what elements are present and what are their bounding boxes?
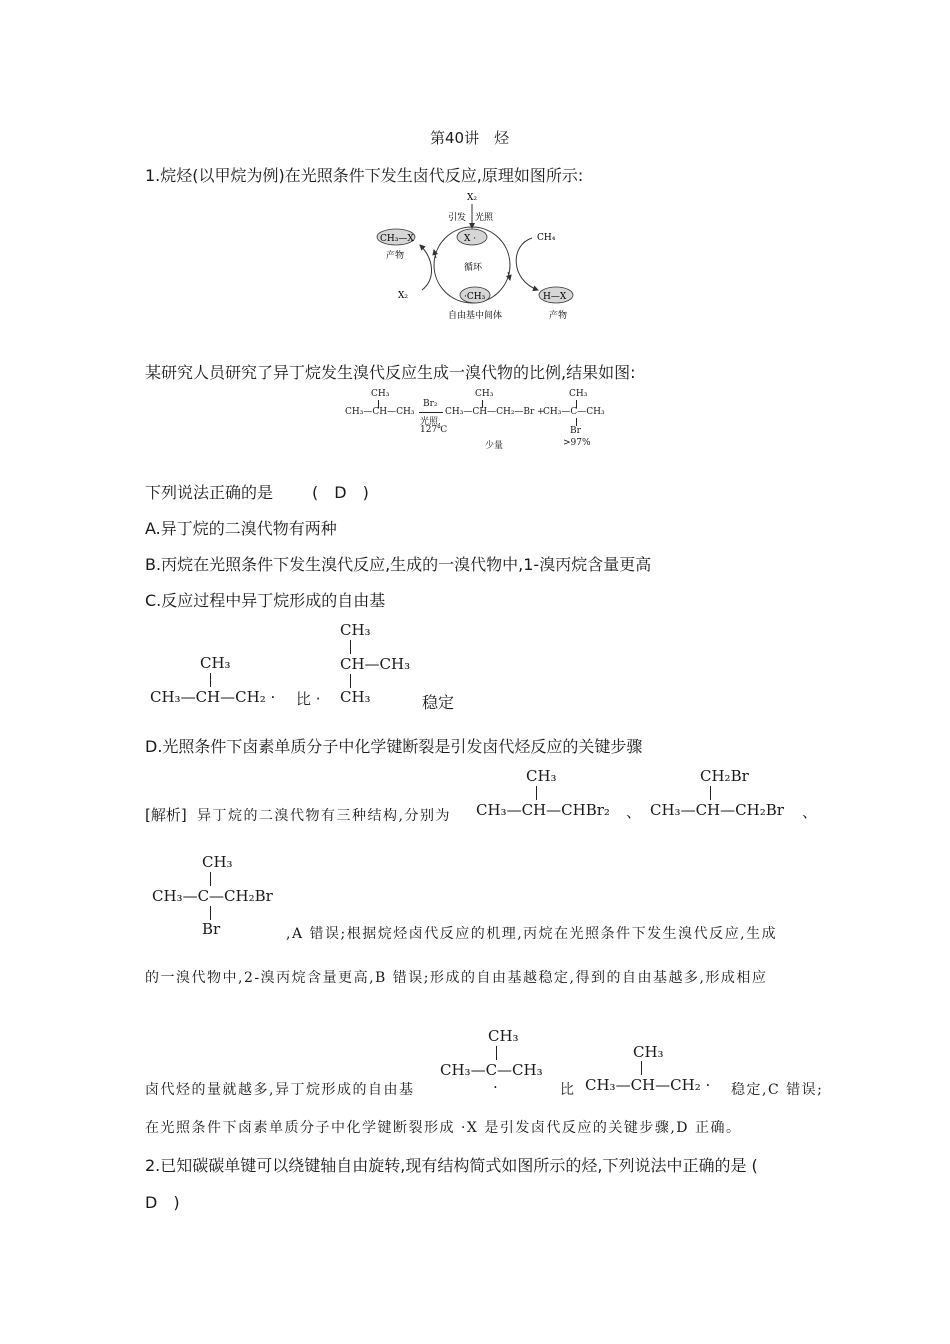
initiate-label: 引发 <box>448 213 467 223</box>
analysis-line4b: 比 <box>560 1082 576 1098</box>
product1-label: 产物 <box>386 251 405 261</box>
q1-answer: ( D ) <box>312 483 369 502</box>
isobutane-bromination-scheme <box>345 385 615 455</box>
hx-label: H—X <box>543 292 567 302</box>
separator1: 、 <box>626 803 642 821</box>
ch3-radical-label: ·CH₃ <box>464 292 486 302</box>
analysis-line4a: 卤代烃的量就越多,异丁烷形成的自由基 <box>145 1082 415 1098</box>
dibromide3-bottom: Br <box>202 920 221 938</box>
analysis-line3: 的一溴代物中,2-溴丙烷含量更高,B 错误;形成的自由基越稳定,得到的自由基越多,形成相应 <box>145 970 768 986</box>
dibromide2: CH₃—CH—CH₂Br <box>650 801 784 819</box>
product2-label: 产物 <box>549 311 568 321</box>
halogenation-mechanism-diagram <box>360 190 600 325</box>
q1-stem: 1.烷烃(以甲烷为例)在光照条件下发生卤代反应,原理如图所示: <box>145 166 584 185</box>
tertiary-radical: CH₃—C—CH₃ <box>440 1061 543 1079</box>
option-d: D.光照条件下卤素单质分子中化学键断裂是引发卤代烃反应的关键步骤 <box>145 737 643 756</box>
x-radical-label: X · <box>464 234 477 244</box>
option-c: C.反应过程中异丁烷形成的自由基 <box>145 591 386 610</box>
separator2: 、 <box>802 803 818 821</box>
ch4-label: CH₄ <box>537 233 556 243</box>
tertiary-radical-top: CH₃ <box>488 1027 519 1045</box>
primary-radical: CH₃—CH—CH₂ · <box>585 1076 711 1094</box>
product2: CH₃—C—CH₃ <box>543 407 605 417</box>
condition-light: 光照, <box>420 417 441 427</box>
reactant: CH₃—CH—CH₃ <box>345 407 415 417</box>
q1-prompt: 下列说法正确的是 <box>145 483 274 502</box>
plus-sign: + <box>537 407 545 417</box>
product2-top: CH₃ <box>569 389 588 399</box>
product2-bottom: Br <box>570 426 581 436</box>
product1: CH₃—CH—CH₂—Br <box>445 407 535 417</box>
q2-answer: D ) <box>145 1193 180 1212</box>
analysis-radical-primary <box>585 1042 735 1102</box>
dibromide2-top: CH₂Br <box>700 767 749 785</box>
product2-note: >97% <box>563 438 591 448</box>
c-stable-word: 稳定 <box>422 693 455 712</box>
dibromide3: CH₃—C—CH₂Br <box>152 887 273 905</box>
condition-temp: 127℃ <box>420 425 448 435</box>
analysis-line5: 在光照条件下卤素单质分子中化学键断裂形成 ·X 是引发卤代反应的关键步骤,D 正确。 <box>145 1120 742 1136</box>
q2-stem: 2.已知碳碳单键可以绕键轴自由旋转,现有结构简式如图所示的烃,下列说法中正确的是 ( <box>145 1156 758 1175</box>
dibromide1: CH₃—CH—CHBr₂ <box>476 801 610 819</box>
dibromide3-top: CH₃ <box>202 853 233 871</box>
analysis-dibromide3 <box>152 850 302 940</box>
analysis-label: [解析] <box>145 806 187 824</box>
primary-radical-top: CH₃ <box>633 1043 664 1061</box>
cycle-label: 循环 <box>464 263 483 273</box>
c-compare: 比 · <box>296 690 321 708</box>
c-radical1: CH₃—CH—CH₂ · <box>150 688 276 706</box>
dibromide1-top: CH₃ <box>526 767 557 785</box>
x2-top-label: X₂ <box>467 193 478 203</box>
ch3x-label: CH₃—X <box>380 234 414 244</box>
page-title: 第40讲 烃 <box>430 129 510 147</box>
c-radical1-top: CH₃ <box>200 654 231 672</box>
analysis-line4c: 稳定,C 错误; <box>731 1082 824 1098</box>
x2-bottom-label: X₂ <box>398 291 409 301</box>
option-b: B.丙烷在光照条件下发生溴代反应,生成的一溴代物中,1-溴丙烷含量更高 <box>145 555 652 574</box>
q1-stem2: 某研究人员研究了异丁烷发生溴代反应生成一溴代物的比例,结果如图: <box>145 363 636 382</box>
analysis-line2: ,A 错误;根据烷烃卤代反应的机理,丙烷在光照条件下发生溴代反应,生成 <box>286 926 778 942</box>
product1-branch: CH₃ <box>475 389 494 399</box>
light-label: 光照 <box>475 213 494 223</box>
reactant-branch: CH₃ <box>371 389 390 399</box>
c-radical2-bottom: CH₃ <box>340 688 371 706</box>
analysis-radical-tertiary <box>440 1024 560 1094</box>
tertiary-radical-dot: · <box>493 1078 498 1096</box>
c-radical2-top: CH₃ <box>340 621 371 639</box>
c-radical2: CH—CH₃ <box>340 655 411 673</box>
reagent: Br₂ <box>423 399 438 409</box>
option-a: A.异丁烷的二溴代物有两种 <box>145 519 337 538</box>
intermediate-label: 自由基中间体 <box>448 311 503 321</box>
product1-note: 少量 <box>485 441 504 451</box>
option-c-structures <box>150 618 470 710</box>
analysis-dibromide-structures <box>476 764 816 834</box>
analysis-line1: 异丁烷的二溴代物有三种结构,分别为 <box>197 808 451 824</box>
